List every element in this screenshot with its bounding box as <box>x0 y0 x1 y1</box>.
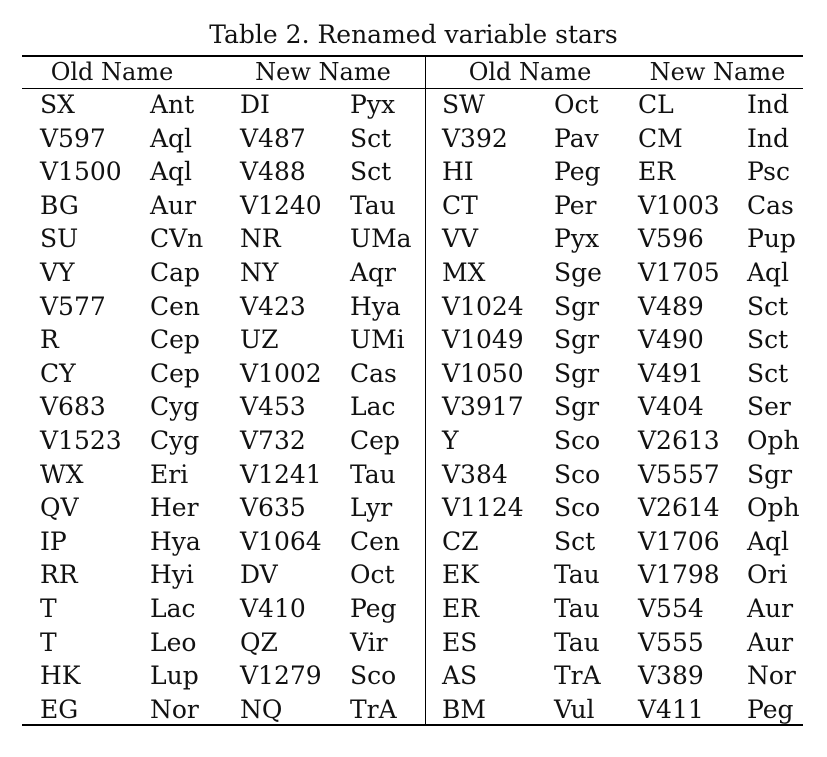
cell-old-constellation-left: Aql <box>150 157 193 187</box>
cell-new-constellation-right: Cas <box>747 190 794 220</box>
cell-old-constellation-right: Sco <box>554 493 601 523</box>
cell-old-star-right: ES <box>442 627 478 657</box>
cell-old-constellation-right: Sgr <box>554 325 600 355</box>
cell-new-star-right: V555 <box>638 627 704 657</box>
cell-new-star-left: V1240 <box>240 190 322 220</box>
cell-old-constellation-left: Hya <box>150 526 201 556</box>
cell-new-constellation-left: Pyx <box>350 90 396 119</box>
cell-old-star-right: V3917 <box>442 392 524 422</box>
cell-old-constellation-left: Cap <box>150 258 201 287</box>
cell-old-star-left: IP <box>40 526 67 556</box>
cell-old-star-left: QV <box>40 493 79 523</box>
cell-old-star-right: MX <box>442 258 486 287</box>
cell-new-star-left: QZ <box>240 627 278 657</box>
cell-new-constellation-right: Peg <box>747 694 794 724</box>
cell-old-star-right: V1049 <box>442 325 524 355</box>
cell-old-star-left: V683 <box>40 392 106 422</box>
cell-old-star-left: CY <box>40 358 76 388</box>
cell-new-star-left: UZ <box>240 325 279 355</box>
cell-old-constellation-left: Ant <box>150 90 195 119</box>
cell-old-constellation-left: Cen <box>150 291 201 321</box>
cell-old-star-left: SX <box>40 90 75 119</box>
cell-old-constellation-left: Lup <box>150 661 199 691</box>
cell-old-star-left: VY <box>40 258 75 287</box>
cell-old-constellation-right: Peg <box>554 157 601 187</box>
header-rule <box>22 88 803 89</box>
cell-old-constellation-right: Vul <box>554 694 595 724</box>
cell-new-star-right: V1003 <box>638 190 720 220</box>
cell-new-constellation-left: Cas <box>350 358 397 388</box>
cell-new-constellation-left: Sct <box>350 123 392 153</box>
cell-new-star-right: V2614 <box>638 493 720 523</box>
cell-new-star-right: V491 <box>638 358 704 388</box>
cell-new-star-right: V596 <box>638 224 704 254</box>
cell-new-constellation-left: Tau <box>350 459 396 489</box>
header-old-name-right: Old Name <box>468 58 592 86</box>
cell-new-star-right: V489 <box>638 291 704 321</box>
cell-new-star-right: V1706 <box>638 526 720 556</box>
cell-new-constellation-right: Aql <box>747 258 790 287</box>
cell-old-constellation-right: Sge <box>554 258 602 287</box>
cell-new-constellation-left: Lac <box>350 392 396 422</box>
cell-new-constellation-left: UMi <box>350 325 405 355</box>
cell-old-constellation-right: Tau <box>554 627 600 657</box>
header-old-name-left: Old Name <box>50 58 174 86</box>
cell-new-star-right: V554 <box>638 594 704 623</box>
cell-old-constellation-right: Per <box>554 190 597 220</box>
cell-old-constellation-left: Cep <box>150 325 200 355</box>
cell-old-constellation-right: Sco <box>554 426 601 455</box>
cell-old-constellation-right: TrA <box>554 661 601 691</box>
cell-new-star-right: V5557 <box>638 459 720 489</box>
table-caption: Table 2. Renamed variable stars <box>209 20 618 49</box>
column-divider <box>425 57 426 724</box>
cell-new-star-left: V732 <box>240 426 306 455</box>
cell-new-star-left: DV <box>240 560 278 590</box>
cell-new-constellation-left: Oct <box>350 560 395 590</box>
cell-old-star-left: R <box>40 325 59 355</box>
cell-old-star-right: V1024 <box>442 291 524 321</box>
cell-old-star-left: T <box>40 594 57 623</box>
cell-new-constellation-left: Cep <box>350 426 400 455</box>
cell-new-star-right: V411 <box>638 694 704 724</box>
cell-old-star-right: BM <box>442 694 486 724</box>
cell-old-star-left: V597 <box>40 123 106 153</box>
cell-new-constellation-left: TrA <box>350 694 397 724</box>
cell-old-constellation-left: Cyg <box>150 426 200 455</box>
cell-old-star-right: V1050 <box>442 358 524 388</box>
cell-old-constellation-right: Sgr <box>554 358 600 388</box>
cell-new-constellation-right: Nor <box>747 661 796 691</box>
cell-old-constellation-right: Oct <box>554 90 599 119</box>
cell-new-constellation-left: Aqr <box>350 258 397 287</box>
cell-old-constellation-right: Sct <box>554 526 596 556</box>
cell-old-constellation-right: Tau <box>554 594 600 623</box>
cell-new-star-left: DI <box>240 90 270 119</box>
cell-new-star-left: V1064 <box>240 526 322 556</box>
cell-old-star-left: RR <box>40 560 78 590</box>
cell-old-star-right: CT <box>442 190 478 220</box>
cell-new-constellation-left: Lyr <box>350 493 393 523</box>
cell-new-star-right: V1705 <box>638 258 720 287</box>
cell-new-star-left: V1002 <box>240 358 322 388</box>
cell-old-star-right: VV <box>442 224 479 254</box>
cell-old-constellation-left: CVn <box>150 224 204 254</box>
cell-old-star-left: EG <box>40 694 79 724</box>
cell-new-star-left: V1241 <box>240 459 322 489</box>
cell-new-constellation-left: Sct <box>350 157 392 187</box>
cell-old-constellation-left: Her <box>150 493 199 523</box>
cell-old-star-right: Y <box>442 426 459 455</box>
cell-new-constellation-left: Sco <box>350 661 397 691</box>
cell-new-star-left: V635 <box>240 493 306 523</box>
cell-new-constellation-right: Pup <box>747 224 796 254</box>
cell-new-star-right: V1798 <box>638 560 720 590</box>
cell-old-star-left: T <box>40 627 57 657</box>
cell-old-constellation-left: Aur <box>150 190 197 220</box>
cell-old-star-right: CZ <box>442 526 479 556</box>
cell-new-star-right: V490 <box>638 325 704 355</box>
cell-new-constellation-right: Aur <box>747 594 794 623</box>
cell-old-constellation-right: Pav <box>554 123 599 153</box>
cell-new-constellation-right: Ori <box>747 560 788 590</box>
cell-new-constellation-right: Ser <box>747 392 791 422</box>
cell-new-star-right: CL <box>638 90 674 119</box>
cell-new-constellation-right: Oph <box>747 426 800 455</box>
cell-old-constellation-left: Lac <box>150 594 196 623</box>
cell-new-star-right: ER <box>638 157 676 187</box>
cell-new-star-right: V404 <box>638 392 704 422</box>
cell-new-star-left: V487 <box>240 123 306 153</box>
cell-new-star-right: V2613 <box>638 426 720 455</box>
cell-new-constellation-right: Aql <box>747 526 790 556</box>
cell-new-constellation-right: Ind <box>747 90 789 119</box>
table-bottom-rule <box>22 724 803 726</box>
cell-old-star-right: AS <box>442 661 478 691</box>
cell-old-constellation-right: Tau <box>554 560 600 590</box>
cell-old-star-left: HK <box>40 661 81 691</box>
cell-new-star-left: V423 <box>240 291 306 321</box>
cell-old-constellation-right: Sgr <box>554 392 600 422</box>
cell-new-star-left: NQ <box>240 694 283 724</box>
cell-new-star-left: NR <box>240 224 281 254</box>
cell-old-star-right: V384 <box>442 459 508 489</box>
cell-new-constellation-right: Sgr <box>747 459 793 489</box>
cell-new-constellation-left: UMa <box>350 224 412 254</box>
cell-new-constellation-right: Psc <box>747 157 790 187</box>
cell-old-star-right: EK <box>442 560 479 590</box>
cell-old-constellation-right: Pyx <box>554 224 600 254</box>
cell-old-constellation-left: Hyi <box>150 560 194 590</box>
cell-new-constellation-left: Vir <box>350 627 388 657</box>
cell-new-constellation-left: Hya <box>350 291 401 321</box>
cell-new-constellation-right: Ind <box>747 123 789 153</box>
cell-new-constellation-left: Peg <box>350 594 397 623</box>
cell-old-star-left: WX <box>40 459 84 489</box>
cell-new-star-left: V453 <box>240 392 306 422</box>
cell-new-constellation-left: Cen <box>350 526 401 556</box>
cell-new-star-right: V389 <box>638 661 704 691</box>
cell-old-star-right: V1124 <box>442 493 524 523</box>
header-new-name-right: New Name <box>649 58 786 86</box>
cell-old-star-left: SU <box>40 224 79 254</box>
cell-old-star-right: V392 <box>442 123 508 153</box>
cell-old-star-left: V577 <box>40 291 106 321</box>
cell-new-constellation-right: Sct <box>747 358 789 388</box>
cell-old-constellation-left: Aql <box>150 123 193 153</box>
cell-old-star-right: HI <box>442 157 474 187</box>
cell-old-star-left: V1523 <box>40 426 122 455</box>
cell-new-constellation-right: Sct <box>747 325 789 355</box>
cell-old-constellation-left: Nor <box>150 694 199 724</box>
header-new-name-left: New Name <box>255 58 391 86</box>
cell-new-star-left: NY <box>240 258 279 287</box>
cell-new-star-left: V410 <box>240 594 306 623</box>
cell-old-constellation-left: Cep <box>150 358 200 388</box>
cell-old-constellation-left: Cyg <box>150 392 200 422</box>
cell-old-star-right: SW <box>442 90 485 119</box>
cell-new-star-right: CM <box>638 123 683 153</box>
cell-new-constellation-right: Sct <box>747 291 789 321</box>
cell-old-constellation-left: Leo <box>150 627 197 657</box>
cell-old-constellation-left: Eri <box>150 459 189 489</box>
cell-old-constellation-right: Sco <box>554 459 601 489</box>
cell-new-constellation-right: Aur <box>747 627 794 657</box>
cell-new-constellation-right: Oph <box>747 493 800 523</box>
cell-old-star-left: BG <box>40 190 79 220</box>
cell-old-constellation-right: Sgr <box>554 291 600 321</box>
cell-old-star-left: V1500 <box>40 157 122 187</box>
cell-new-constellation-left: Tau <box>350 190 396 220</box>
cell-new-star-left: V1279 <box>240 661 322 691</box>
cell-new-star-left: V488 <box>240 157 306 187</box>
cell-old-star-right: ER <box>442 594 480 623</box>
